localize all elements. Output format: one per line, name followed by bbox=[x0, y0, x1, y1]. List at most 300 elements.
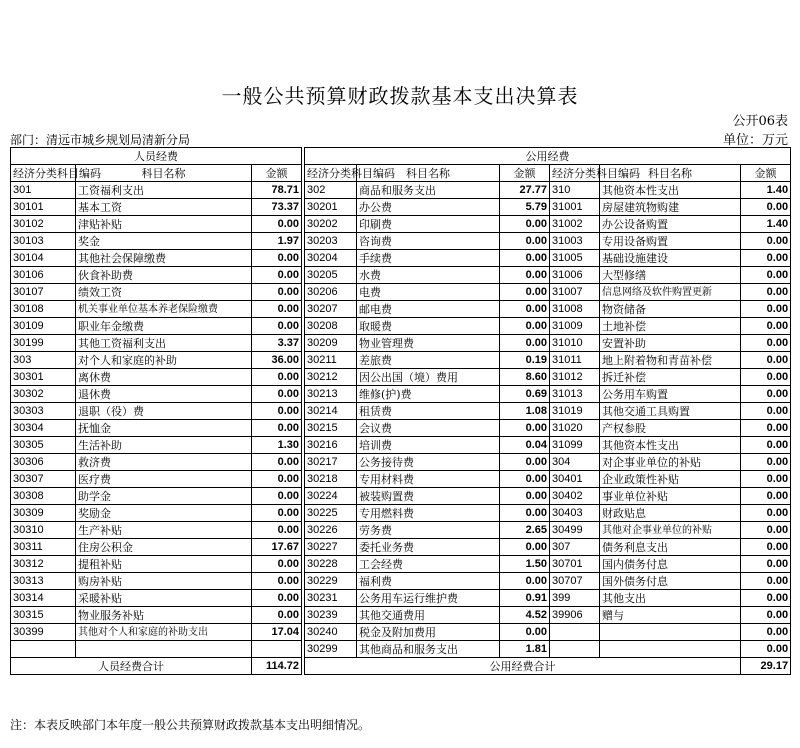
code-cell: 30303 bbox=[11, 403, 76, 420]
name-cell: 机关事业单位基本养老保险缴费 bbox=[76, 301, 252, 318]
code-cell: 30204 bbox=[305, 250, 357, 267]
amount-cell: 0.00 bbox=[500, 318, 550, 335]
table-row bbox=[11, 233, 791, 250]
table-row bbox=[11, 590, 791, 607]
code-cell: 30306 bbox=[11, 454, 76, 471]
code-cell: 30213 bbox=[305, 386, 357, 403]
name-cell: 取暖费 bbox=[357, 318, 500, 335]
amount-cell: 0.00 bbox=[741, 607, 791, 624]
code-cell: 30107 bbox=[11, 284, 76, 301]
name-cell: 购房补贴 bbox=[76, 573, 252, 590]
amount-cell: 0.00 bbox=[252, 488, 302, 505]
name-cell: 其他支出 bbox=[600, 590, 741, 607]
amount-cell: 0.00 bbox=[500, 471, 550, 488]
code-cell: 301 bbox=[11, 182, 76, 199]
code-cell: 30399 bbox=[11, 624, 76, 641]
amount-cell: 0.00 bbox=[252, 267, 302, 284]
name-cell: 工会经费 bbox=[357, 556, 500, 573]
amount-cell: 78.71 bbox=[252, 182, 302, 199]
amount-cell: 0.00 bbox=[252, 386, 302, 403]
name-cell: 其他交通工具购置 bbox=[600, 403, 741, 420]
name-cell: 职业年金缴费 bbox=[76, 318, 252, 335]
name-cell: 电费 bbox=[357, 284, 500, 301]
name-cell: 差旅费 bbox=[357, 352, 500, 369]
amount-cell: 0.00 bbox=[741, 233, 791, 250]
code-cell: 31005 bbox=[550, 250, 600, 267]
code-cell: 30203 bbox=[305, 233, 357, 250]
amount-cell: 0.00 bbox=[252, 216, 302, 233]
amount-cell: 0.00 bbox=[741, 284, 791, 301]
table-row bbox=[11, 267, 791, 284]
code-cell: 307 bbox=[550, 539, 600, 556]
table-row bbox=[11, 471, 791, 488]
code-cell: 30305 bbox=[11, 437, 76, 454]
name-cell: 事业单位补贴 bbox=[600, 488, 741, 505]
name-cell: 其他社会保障缴费 bbox=[76, 250, 252, 267]
col-code-header: 经济分类科目编码 bbox=[550, 165, 600, 182]
table-row bbox=[11, 199, 791, 216]
amount-cell: 0.00 bbox=[500, 539, 550, 556]
name-cell: 救济费 bbox=[76, 454, 252, 471]
name-cell: 信息网络及软件购置更新 bbox=[600, 284, 741, 301]
amount-cell: 4.52 bbox=[500, 607, 550, 624]
code-cell: 30304 bbox=[11, 420, 76, 437]
name-cell: 邮电费 bbox=[357, 301, 500, 318]
code-cell: 30299 bbox=[305, 641, 357, 658]
table-row bbox=[11, 522, 791, 539]
amount-cell: 0.00 bbox=[500, 233, 550, 250]
code-cell bbox=[11, 641, 76, 658]
table-row bbox=[11, 556, 791, 573]
code-cell: 30212 bbox=[305, 369, 357, 386]
amount-cell: 0.00 bbox=[252, 573, 302, 590]
name-cell: 退职（役）费 bbox=[76, 403, 252, 420]
code-cell: 30308 bbox=[11, 488, 76, 505]
amount-cell: 0.00 bbox=[252, 420, 302, 437]
amount-cell: 0.00 bbox=[252, 369, 302, 386]
code-cell: 39906 bbox=[550, 607, 600, 624]
code-cell: 30103 bbox=[11, 233, 76, 250]
table-row bbox=[11, 318, 791, 335]
name-cell: 税金及附加费用 bbox=[357, 624, 500, 641]
amount-cell: 0.00 bbox=[741, 641, 791, 658]
code-cell: 30106 bbox=[11, 267, 76, 284]
code-cell: 30499 bbox=[550, 522, 600, 539]
table-row bbox=[11, 250, 791, 267]
code-cell: 30312 bbox=[11, 556, 76, 573]
code-cell: 30401 bbox=[550, 471, 600, 488]
code-cell: 30218 bbox=[305, 471, 357, 488]
code-cell: 31099 bbox=[550, 437, 600, 454]
amount-cell: 0.00 bbox=[500, 284, 550, 301]
amount-cell: 0.00 bbox=[741, 624, 791, 641]
code-cell: 31002 bbox=[550, 216, 600, 233]
code-cell: 30224 bbox=[305, 488, 357, 505]
code-cell: 30310 bbox=[11, 522, 76, 539]
table-row bbox=[11, 216, 791, 233]
table-row bbox=[11, 403, 791, 420]
code-cell: 30206 bbox=[305, 284, 357, 301]
code-cell: 30214 bbox=[305, 403, 357, 420]
amount-cell: 5.79 bbox=[500, 199, 550, 216]
code-cell: 399 bbox=[550, 590, 600, 607]
col-amount-header: 金额 bbox=[252, 165, 302, 182]
amount-cell: 0.00 bbox=[741, 454, 791, 471]
amount-cell: 0.00 bbox=[252, 318, 302, 335]
amount-cell: 0.00 bbox=[741, 250, 791, 267]
name-cell: 工资福利支出 bbox=[76, 182, 252, 199]
amount-cell: 0.00 bbox=[741, 403, 791, 420]
name-cell: 培训费 bbox=[357, 437, 500, 454]
amount-cell: 0.69 bbox=[500, 386, 550, 403]
table-row bbox=[11, 641, 791, 658]
amount-cell bbox=[252, 641, 302, 658]
amount-cell: 0.00 bbox=[500, 335, 550, 352]
name-cell: 咨询费 bbox=[357, 233, 500, 250]
name-cell: 商品和服务支出 bbox=[357, 182, 500, 199]
amount-cell: 1.81 bbox=[500, 641, 550, 658]
code-cell: 30102 bbox=[11, 216, 76, 233]
code-cell: 30228 bbox=[305, 556, 357, 573]
expenditure-table bbox=[10, 147, 791, 675]
name-cell: 手续费 bbox=[357, 250, 500, 267]
code-cell: 30108 bbox=[11, 301, 76, 318]
name-cell: 提租补贴 bbox=[76, 556, 252, 573]
table-row bbox=[11, 420, 791, 437]
amount-cell: 0.00 bbox=[741, 522, 791, 539]
code-cell: 31013 bbox=[550, 386, 600, 403]
name-cell: 津贴补贴 bbox=[76, 216, 252, 233]
amount-cell: 0.91 bbox=[500, 590, 550, 607]
name-cell: 抚恤金 bbox=[76, 420, 252, 437]
code-cell: 30205 bbox=[305, 267, 357, 284]
name-cell: 公务用车运行维护费 bbox=[357, 590, 500, 607]
name-cell: 公务接待费 bbox=[357, 454, 500, 471]
amount-cell: 0.00 bbox=[252, 505, 302, 522]
name-cell: 伙食补助费 bbox=[76, 267, 252, 284]
amount-cell: 27.77 bbox=[500, 182, 550, 199]
code-cell: 30301 bbox=[11, 369, 76, 386]
code-cell: 30311 bbox=[11, 539, 76, 556]
code-cell bbox=[550, 624, 600, 641]
name-cell: 其他资本性支出 bbox=[600, 437, 741, 454]
amount-cell: 0.00 bbox=[500, 573, 550, 590]
col-amount-header: 金额 bbox=[741, 165, 791, 182]
code-cell: 30307 bbox=[11, 471, 76, 488]
amount-cell: 0.00 bbox=[500, 267, 550, 284]
name-cell: 退休费 bbox=[76, 386, 252, 403]
amount-cell: 0.00 bbox=[252, 522, 302, 539]
amount-cell: 0.00 bbox=[500, 250, 550, 267]
name-cell: 大型修缮 bbox=[600, 267, 741, 284]
amount-cell: 0.00 bbox=[741, 267, 791, 284]
name-cell: 土地补偿 bbox=[600, 318, 741, 335]
amount-cell: 0.00 bbox=[741, 301, 791, 318]
table-row bbox=[11, 488, 791, 505]
col-name-header: 科目名称 bbox=[600, 165, 741, 182]
name-cell: 被装购置费 bbox=[357, 488, 500, 505]
code-cell: 30314 bbox=[11, 590, 76, 607]
name-cell: 离休费 bbox=[76, 369, 252, 386]
code-cell: 30313 bbox=[11, 573, 76, 590]
code-cell: 30315 bbox=[11, 607, 76, 624]
amount-cell: 0.00 bbox=[500, 624, 550, 641]
code-cell: 30229 bbox=[305, 573, 357, 590]
code-cell bbox=[550, 641, 600, 658]
name-cell: 产权参股 bbox=[600, 420, 741, 437]
amount-cell: 0.00 bbox=[741, 488, 791, 505]
code-cell: 30202 bbox=[305, 216, 357, 233]
code-cell: 304 bbox=[550, 454, 600, 471]
name-cell: 基本工资 bbox=[76, 199, 252, 216]
amount-cell: 0.00 bbox=[741, 369, 791, 386]
code-cell: 30216 bbox=[305, 437, 357, 454]
col-code-header: 经济分类科目编码 bbox=[305, 165, 357, 182]
name-cell: 印刷费 bbox=[357, 216, 500, 233]
table-row bbox=[11, 505, 791, 522]
amount-cell: 0.00 bbox=[252, 403, 302, 420]
amount-cell: 0.00 bbox=[252, 454, 302, 471]
amount-cell: 1.40 bbox=[741, 182, 791, 199]
code-cell: 30302 bbox=[11, 386, 76, 403]
personnel-total-value: 114.72 bbox=[252, 658, 302, 675]
name-cell: 房屋建筑物购建 bbox=[600, 199, 741, 216]
name-cell: 债务利息支出 bbox=[600, 539, 741, 556]
amount-cell: 3.37 bbox=[252, 335, 302, 352]
code-cell: 31019 bbox=[550, 403, 600, 420]
form-code: 公开06表 bbox=[732, 114, 788, 129]
table-row bbox=[11, 539, 791, 556]
code-cell: 30701 bbox=[550, 556, 600, 573]
amount-cell: 0.19 bbox=[500, 352, 550, 369]
code-cell: 31011 bbox=[550, 352, 600, 369]
table-row bbox=[11, 335, 791, 352]
name-cell: 其他对企事业单位的补贴 bbox=[600, 522, 741, 539]
table-row bbox=[11, 369, 791, 386]
table-row bbox=[11, 284, 791, 301]
code-cell: 31003 bbox=[550, 233, 600, 250]
name-cell: 会议费 bbox=[357, 420, 500, 437]
amount-cell: 0.00 bbox=[252, 284, 302, 301]
code-cell: 30208 bbox=[305, 318, 357, 335]
amount-cell: 0.00 bbox=[500, 488, 550, 505]
amount-cell: 0.00 bbox=[500, 505, 550, 522]
table-row bbox=[11, 386, 791, 403]
name-cell: 财政贴息 bbox=[600, 505, 741, 522]
code-cell: 302 bbox=[305, 182, 357, 199]
amount-cell: 1.30 bbox=[252, 437, 302, 454]
col-name-header: 科目名称 bbox=[357, 165, 500, 182]
name-cell: 企业政策性补贴 bbox=[600, 471, 741, 488]
amount-cell: 0.04 bbox=[500, 437, 550, 454]
amount-cell: 0.00 bbox=[500, 420, 550, 437]
name-cell: 对企事业单位的补贴 bbox=[600, 454, 741, 471]
report-title: 一般公共预算财政拨款基本支出决算表 bbox=[221, 84, 579, 108]
name-cell: 水费 bbox=[357, 267, 500, 284]
name-cell: 生活补助 bbox=[76, 437, 252, 454]
name-cell: 其他交通费用 bbox=[357, 607, 500, 624]
code-cell: 31006 bbox=[550, 267, 600, 284]
table-row bbox=[11, 573, 791, 590]
code-cell: 31007 bbox=[550, 284, 600, 301]
name-cell bbox=[600, 624, 741, 641]
public-total-value: 29.17 bbox=[741, 658, 791, 675]
amount-cell: 1.50 bbox=[500, 556, 550, 573]
amount-cell: 73.37 bbox=[252, 199, 302, 216]
table-row bbox=[11, 352, 791, 369]
amount-cell: 0.00 bbox=[500, 216, 550, 233]
amount-cell: 1.97 bbox=[252, 233, 302, 250]
code-cell: 30239 bbox=[305, 607, 357, 624]
department-label: 部门：清远市城乡规划局清新分局 bbox=[10, 133, 191, 147]
name-cell: 基础设施建设 bbox=[600, 250, 741, 267]
personnel-total-label: 人员经费合计 bbox=[11, 658, 252, 675]
amount-cell: 36.00 bbox=[252, 352, 302, 369]
name-cell: 奖金 bbox=[76, 233, 252, 250]
name-cell bbox=[76, 641, 252, 658]
col-name-header: 科目名称 bbox=[76, 165, 252, 182]
code-cell: 30707 bbox=[550, 573, 600, 590]
amount-cell: 0.00 bbox=[741, 471, 791, 488]
name-cell: 国内债务付息 bbox=[600, 556, 741, 573]
name-cell: 采暖补贴 bbox=[76, 590, 252, 607]
name-cell: 绩效工资 bbox=[76, 284, 252, 301]
public-total-label: 公用经费合计 bbox=[305, 658, 741, 675]
col-code-header: 经济分类科目编码 bbox=[11, 165, 76, 182]
amount-cell: 17.67 bbox=[252, 539, 302, 556]
amount-cell: 0.00 bbox=[500, 454, 550, 471]
amount-cell: 17.04 bbox=[252, 624, 302, 641]
amount-cell: 0.00 bbox=[252, 250, 302, 267]
name-cell: 物资储备 bbox=[600, 301, 741, 318]
amount-cell: 0.00 bbox=[252, 590, 302, 607]
code-cell: 30217 bbox=[305, 454, 357, 471]
amount-cell: 1.08 bbox=[500, 403, 550, 420]
code-cell: 30227 bbox=[305, 539, 357, 556]
table-row bbox=[11, 301, 791, 318]
amount-cell: 0.00 bbox=[741, 318, 791, 335]
code-cell: 30209 bbox=[305, 335, 357, 352]
code-cell: 31009 bbox=[550, 318, 600, 335]
name-cell: 国外债务付息 bbox=[600, 573, 741, 590]
name-cell: 住房公积金 bbox=[76, 539, 252, 556]
amount-cell: 0.00 bbox=[741, 590, 791, 607]
code-cell: 30207 bbox=[305, 301, 357, 318]
code-cell: 30199 bbox=[11, 335, 76, 352]
name-cell: 劳务费 bbox=[357, 522, 500, 539]
name-cell bbox=[600, 641, 741, 658]
name-cell: 福利费 bbox=[357, 573, 500, 590]
table-row bbox=[11, 437, 791, 454]
footnote: 注：本表反映部门本年度一般公共预算财政拨款基本支出明细情况。 bbox=[10, 718, 371, 732]
amount-cell: 0.00 bbox=[500, 301, 550, 318]
name-cell: 专用材料费 bbox=[357, 471, 500, 488]
name-cell: 拆迁补偿 bbox=[600, 369, 741, 386]
code-cell: 30211 bbox=[305, 352, 357, 369]
name-cell: 办公费 bbox=[357, 199, 500, 216]
name-cell: 其他工资福利支出 bbox=[76, 335, 252, 352]
unit-label: 单位：万元 bbox=[722, 133, 788, 148]
name-cell: 专用设备购置 bbox=[600, 233, 741, 250]
amount-cell: 8.60 bbox=[500, 369, 550, 386]
name-cell: 其他商品和服务支出 bbox=[357, 641, 500, 658]
code-cell: 31020 bbox=[550, 420, 600, 437]
amount-cell: 0.00 bbox=[252, 607, 302, 624]
name-cell: 物业服务补贴 bbox=[76, 607, 252, 624]
name-cell: 其他资本性支出 bbox=[600, 182, 741, 199]
name-cell: 医疗费 bbox=[76, 471, 252, 488]
name-cell: 赠与 bbox=[600, 607, 741, 624]
code-cell: 31001 bbox=[550, 199, 600, 216]
code-cell: 30403 bbox=[550, 505, 600, 522]
amount-cell: 2.65 bbox=[500, 522, 550, 539]
amount-cell: 0.00 bbox=[741, 386, 791, 403]
code-cell: 30225 bbox=[305, 505, 357, 522]
code-cell: 31010 bbox=[550, 335, 600, 352]
amount-cell: 0.00 bbox=[741, 335, 791, 352]
amount-cell: 1.40 bbox=[741, 216, 791, 233]
name-cell: 对个人和家庭的补助 bbox=[76, 352, 252, 369]
table-row bbox=[11, 607, 791, 624]
code-cell: 303 bbox=[11, 352, 76, 369]
code-cell: 310 bbox=[550, 182, 600, 199]
amount-cell: 0.00 bbox=[252, 471, 302, 488]
name-cell: 办公设备购置 bbox=[600, 216, 741, 233]
name-cell: 奖励金 bbox=[76, 505, 252, 522]
code-cell: 30109 bbox=[11, 318, 76, 335]
name-cell: 地上附着物和青苗补偿 bbox=[600, 352, 741, 369]
amount-cell: 0.00 bbox=[741, 573, 791, 590]
amount-cell: 0.00 bbox=[741, 539, 791, 556]
amount-cell: 0.00 bbox=[741, 556, 791, 573]
amount-cell: 0.00 bbox=[741, 352, 791, 369]
col-amount-header: 金额 bbox=[500, 165, 550, 182]
code-cell: 30201 bbox=[305, 199, 357, 216]
amount-cell: 0.00 bbox=[741, 420, 791, 437]
public-header: 公用经费 bbox=[305, 148, 791, 165]
code-cell: 31008 bbox=[550, 301, 600, 318]
code-cell: 30101 bbox=[11, 199, 76, 216]
name-cell: 维修(护)费 bbox=[357, 386, 500, 403]
name-cell: 生产补贴 bbox=[76, 522, 252, 539]
amount-cell: 0.00 bbox=[252, 301, 302, 318]
table-row bbox=[11, 454, 791, 471]
name-cell: 委托业务费 bbox=[357, 539, 500, 556]
table-row bbox=[11, 182, 791, 199]
code-cell: 30402 bbox=[550, 488, 600, 505]
table-row bbox=[11, 624, 791, 641]
name-cell: 助学金 bbox=[76, 488, 252, 505]
code-cell: 30226 bbox=[305, 522, 357, 539]
code-cell: 30240 bbox=[305, 624, 357, 641]
name-cell: 其他对个人和家庭的补助支出 bbox=[76, 624, 252, 641]
personnel-header: 人员经费 bbox=[11, 148, 302, 165]
code-cell: 30309 bbox=[11, 505, 76, 522]
name-cell: 专用燃料费 bbox=[357, 505, 500, 522]
name-cell: 公务用车购置 bbox=[600, 386, 741, 403]
name-cell: 租赁费 bbox=[357, 403, 500, 420]
code-cell: 30104 bbox=[11, 250, 76, 267]
name-cell: 安置补助 bbox=[600, 335, 741, 352]
name-cell: 因公出国（境）费用 bbox=[357, 369, 500, 386]
code-cell: 31012 bbox=[550, 369, 600, 386]
amount-cell: 0.00 bbox=[741, 505, 791, 522]
name-cell: 物业管理费 bbox=[357, 335, 500, 352]
amount-cell: 0.00 bbox=[741, 437, 791, 454]
code-cell: 30215 bbox=[305, 420, 357, 437]
amount-cell: 0.00 bbox=[252, 556, 302, 573]
amount-cell: 0.00 bbox=[741, 199, 791, 216]
